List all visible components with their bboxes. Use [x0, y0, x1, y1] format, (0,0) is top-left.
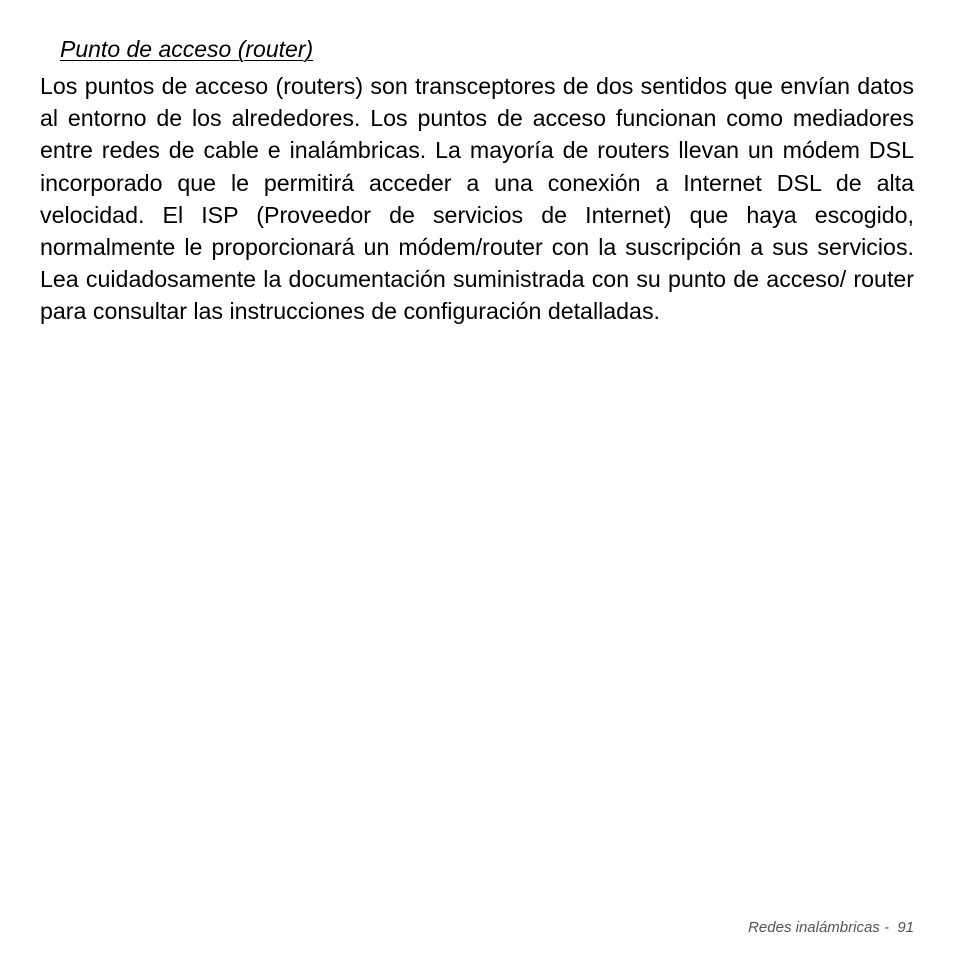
footer-page-number: 91: [897, 919, 914, 936]
section-heading: Punto de acceso (router): [60, 36, 314, 62]
footer-chapter-title: Redes inalámbricas -: [748, 919, 889, 936]
page-footer: [748, 918, 914, 938]
body-paragraph: Los puntos de acceso (routers) son transceptores de dos sentidos que envían datos al entorno de los alrededores. Los puntos de acceso funcionan como mediadores entre redes de cable e inalámbricas. La mayoría de routers llevan un módem DSL incorporado que le permitirá acceder a una conexión a Internet DSL de alta velocidad. El ISP (Proveedor de servicios de Internet) que haya escogido, normalmente le proporcionará un módem/router con la suscripción a sus servicios. Lea cuidadosamente la documentación suministrada con su punto de acceso/ router para consultar las instrucciones de configuración detalladas.: [40, 73, 914, 325]
